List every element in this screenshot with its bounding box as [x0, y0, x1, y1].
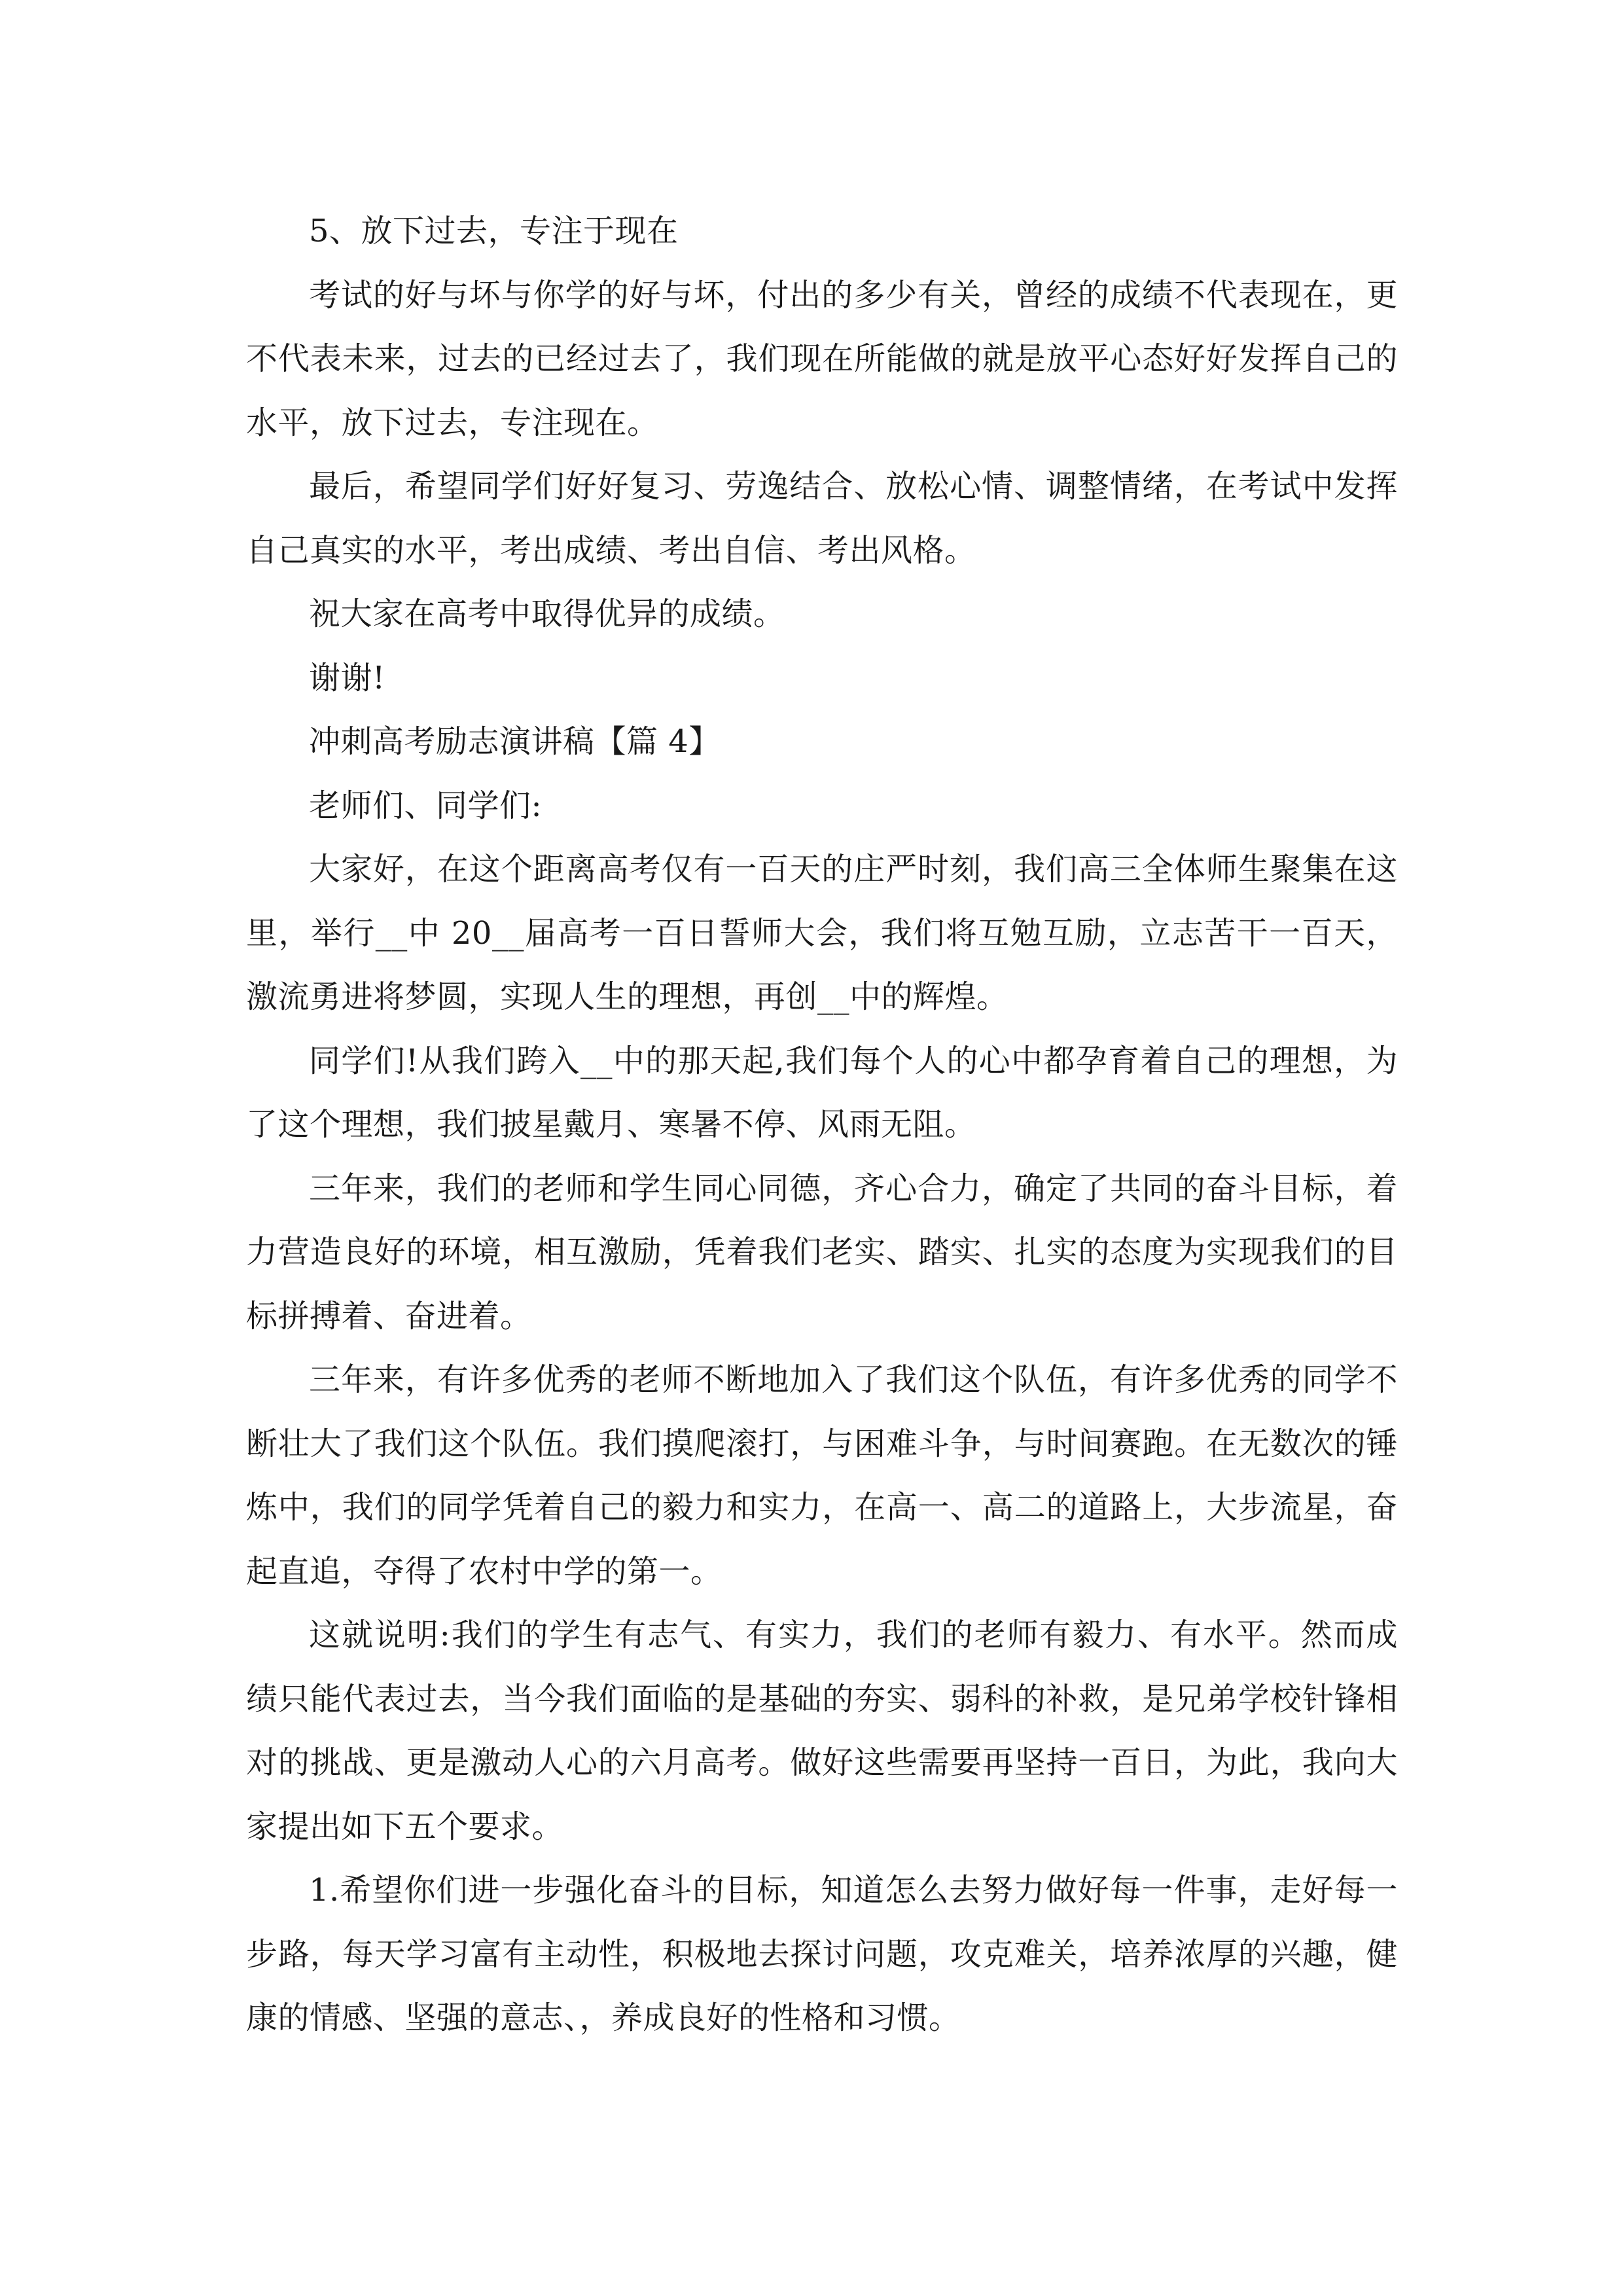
paragraph: 同学们!从我们跨入__中的那天起,我们每个人的心中都孕育着自己的理想，为了这个理想，我们披星戴月、寒暑不停、风雨无阻。	[246, 1042, 1398, 1143]
salutation: 老师们、同学们:	[309, 787, 543, 824]
paragraph: 1.希望你们进一步强化奋斗的目标，知道怎么去努力做好每一件事，走好每一步路，每天学习富有主动性，积极地去探讨问题，攻克难关，培养浓厚的兴趣，健康的情感、坚强的意志、，养成良好的性格和习惯。	[246, 1872, 1398, 2036]
paragraph: 三年来，我们的老师和学生同心同德，齐心合力，确定了共同的奋斗目标，着力营造良好的环境，相互激励，凭着我们老实、踏实、扎实的态度为实现我们的目标拼搏着、奋进着。	[246, 1170, 1398, 1335]
paragraph: 考试的好与坏与你学的好与坏，付出的多少有关，曾经的成绩不代表现在，更不代表未来，过去的已经过去了，我们现在所能做的就是放平心态好好发挥自己的水平，放下过去，专注现在。	[246, 276, 1398, 441]
paragraph: 这就说明:我们的学生有志气、有实力，我们的老师有毅力、有水平。然而成绩只能代表过去，当今我们面临的是基础的夯实、弱科的补救，是兄弟学校针锋相对的挑战、更是激动人心的六月高考。做好这些需要再坚持一百日，为此，我向大家提出如下五个要求。	[246, 1617, 1398, 1845]
paragraph: 大家好，在这个距离高考仅有一百天的庄严时刻，我们高三全体师生聚集在这里，举行__中 20__届高考一百日誓师大会，我们将互勉互励，立志苦干一百天，激流勇进将梦圆，实现人生的理想，再创__中的辉煌。	[246, 851, 1398, 1015]
paragraph: 祝大家在高考中取得优异的成绩。	[309, 596, 785, 632]
paragraph: 最后，希望同学们好好复习、劳逸结合、放松心情、调整情绪，在考试中发挥自己真实的水平，考出成绩、考出自信、考出风格。	[246, 468, 1398, 569]
section-heading-5: 5、放下过去，专注于现在	[309, 213, 679, 249]
paragraph: 三年来，有许多优秀的老师不断地加入了我们这个队伍，有许多优秀的同学不断壮大了我们这个队伍。我们摸爬滚打，与困难斗争，与时间赛跑。在无数次的锤炼中，我们的同学凭着自己的毅力和实力，在高一、高二的道路上，大步流星，奋起直追，夺得了农村中学的第一。	[246, 1361, 1398, 1590]
body-text	[246, 200, 1398, 2051]
speech-title: 冲刺高考励志演讲稿【篇 4】	[309, 723, 721, 760]
paragraph: 谢谢!	[309, 659, 385, 696]
